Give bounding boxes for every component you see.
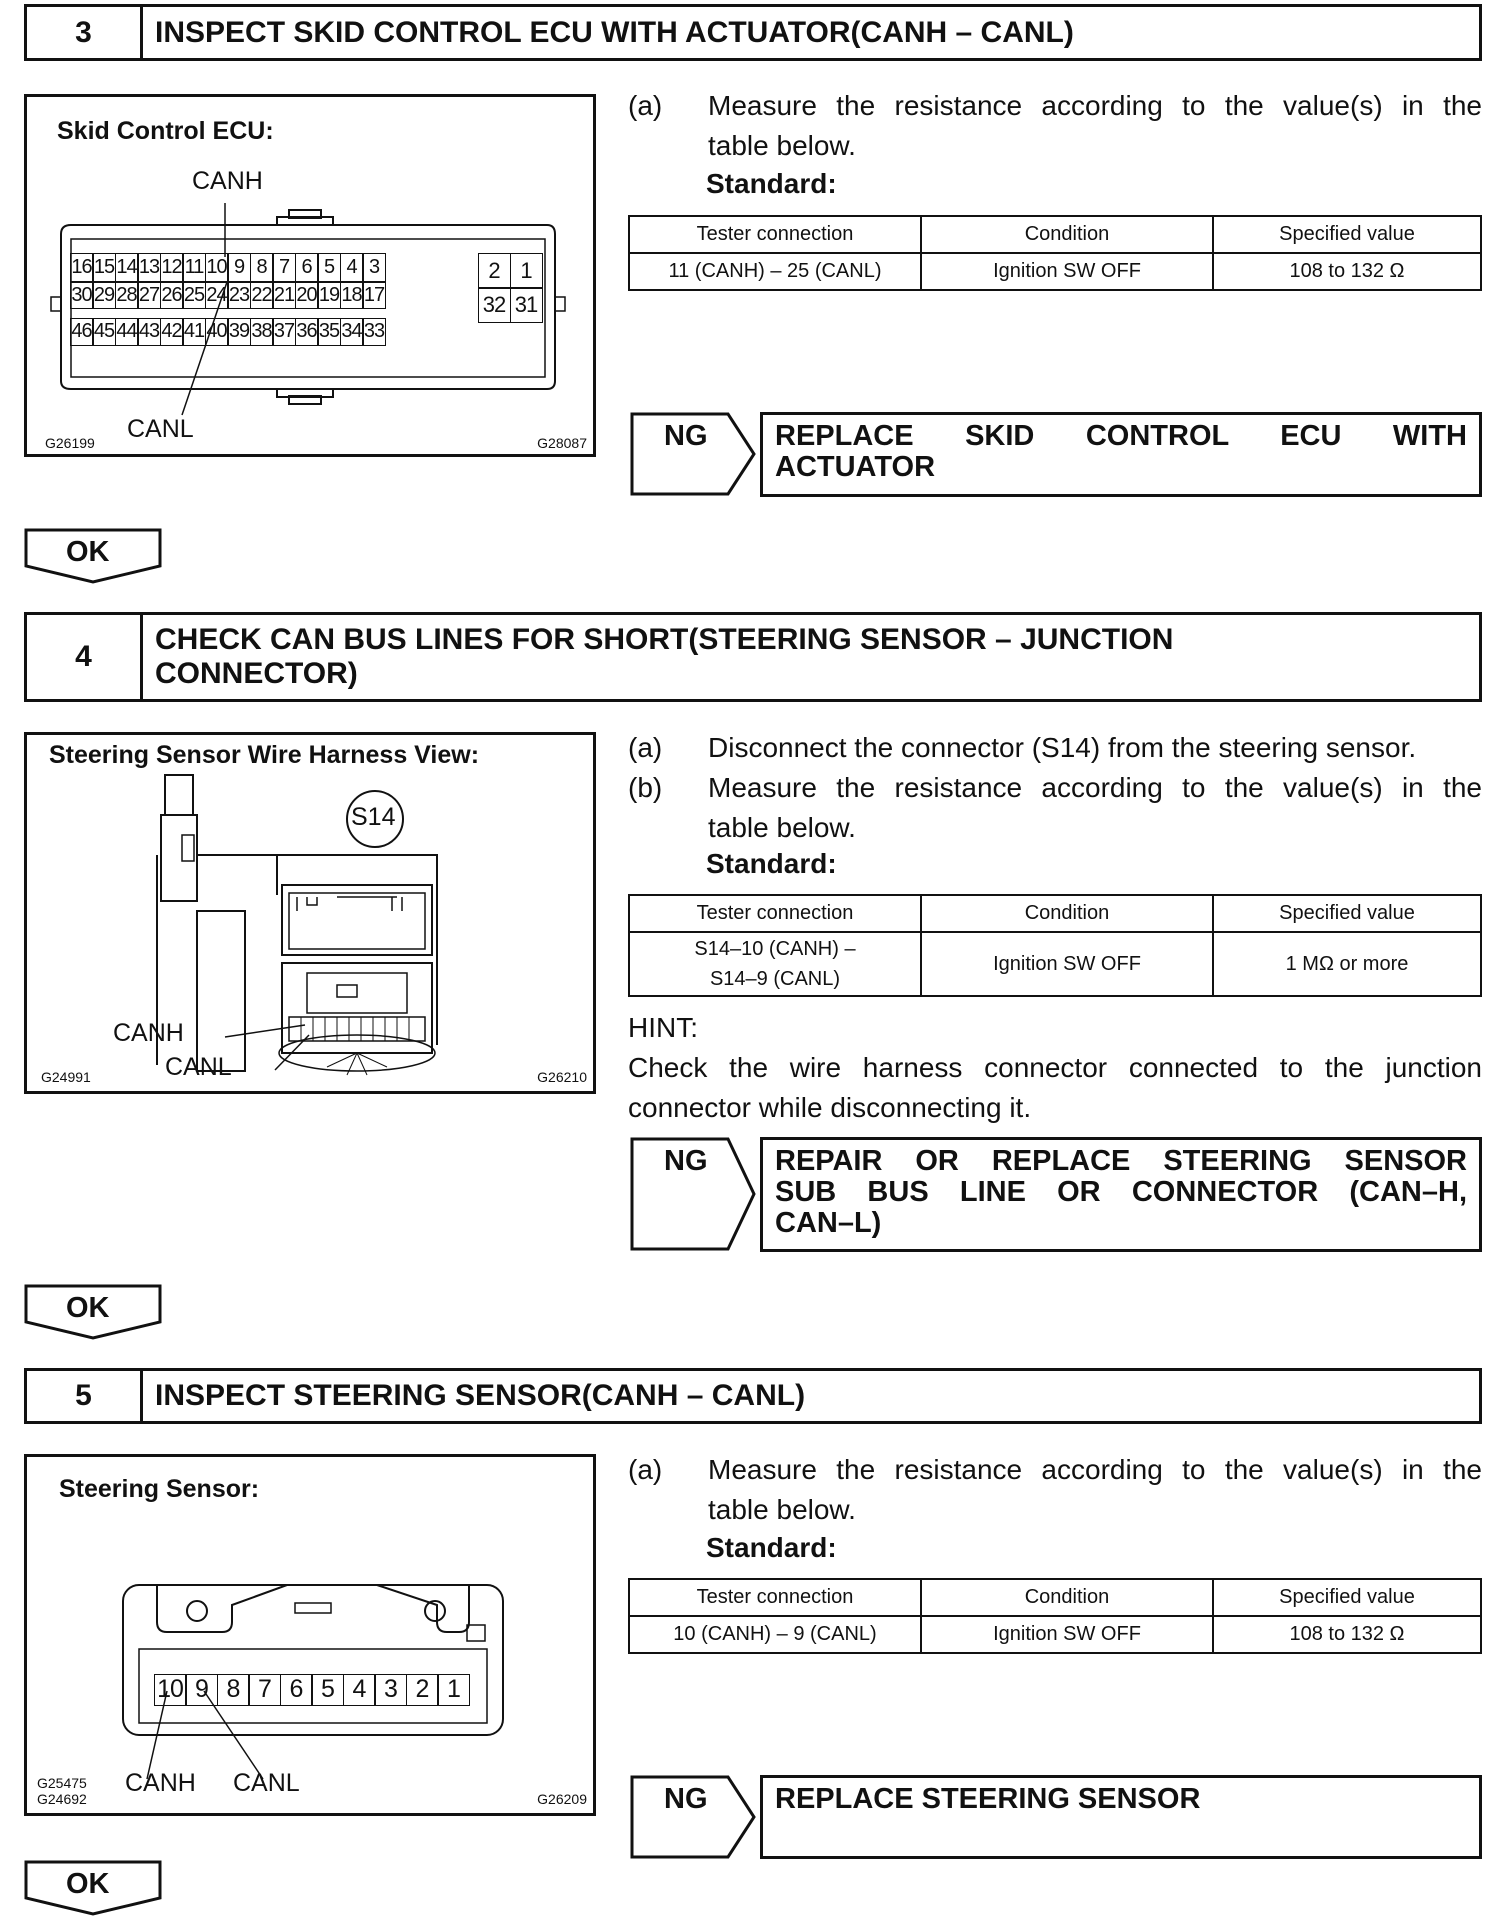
connector-pin: 25 <box>182 281 206 309</box>
step5-instruction-a: (a) Measure the resistance according to the value(s) in the table below. <box>628 1454 1482 1525</box>
step4-header <box>24 612 1482 702</box>
figure-caption: Steering Sensor: <box>59 1475 260 1503</box>
table-cell: 1 MΩ or more <box>1213 932 1481 996</box>
connector-pin: 8 <box>250 253 274 283</box>
canl-label: CANL <box>127 415 194 443</box>
ok-label: OK <box>66 1292 110 1324</box>
ok-label: OK <box>66 536 110 568</box>
step5-number: 5 <box>27 1371 143 1421</box>
canh-label: CANH <box>125 1769 196 1797</box>
step5-header <box>24 1368 1482 1424</box>
connector-pin: 42 <box>160 318 184 346</box>
connector-pin: 19 <box>317 281 341 309</box>
connector-pin: 3 <box>362 253 386 283</box>
connector-pin: 35 <box>317 318 341 346</box>
table-header: Condition <box>921 1579 1213 1616</box>
connector-pin: 32 <box>478 287 511 323</box>
connector-pin: 9 <box>185 1674 218 1706</box>
connector-pin: 15 <box>92 253 116 283</box>
connector-pin: 18 <box>340 281 364 309</box>
hint-line: connector while disconnecting it. <box>628 1092 1032 1123</box>
step5-title: INSPECT STEERING SENSOR(CANH – CANL) <box>155 1379 806 1412</box>
figure-code-right: G28087 <box>537 435 587 451</box>
standard-label: Standard: <box>706 848 837 879</box>
connector-pin: 37 <box>272 318 296 346</box>
connector-pin: 41 <box>182 318 206 346</box>
connector-pin: 4 <box>343 1674 376 1706</box>
step4-title: CHECK CAN BUS LINES FOR SHORT(STEERING SENSOR – JUNCTION CONNECTOR) <box>155 623 1174 690</box>
connector-pin: 31 <box>510 287 543 323</box>
steering-harness-drawing <box>27 735 593 1091</box>
figure-code-right: G26209 <box>537 1791 587 1807</box>
table-header: Specified value <box>1213 1579 1481 1616</box>
table-header: Condition <box>921 216 1213 253</box>
connector-pin: 22 <box>250 281 274 309</box>
connector-pin: 10 <box>205 253 229 283</box>
connector-id-badge: S14 <box>351 803 396 831</box>
connector-pin: 21 <box>272 281 296 309</box>
ng-label: NG <box>664 420 708 452</box>
table-header: Tester connection <box>629 1579 921 1616</box>
figure-code-left: G26199 <box>45 435 95 451</box>
standard-label: Standard: <box>706 1532 837 1563</box>
connector-pin: 5 <box>317 253 341 283</box>
step3-header <box>24 4 1482 61</box>
steering-sensor-drawing <box>27 1457 593 1813</box>
connector-pin: 9 <box>227 253 251 283</box>
connector-pin: 12 <box>160 253 184 283</box>
table-cell: Ignition SW OFF <box>921 253 1213 290</box>
connector-pin: 6 <box>280 1674 313 1706</box>
connector-pin: 14 <box>115 253 139 283</box>
step4-instruction-a: (a) Disconnect the connector (S14) from the steering sensor. <box>628 732 1417 763</box>
step4-figure <box>24 732 596 1094</box>
figure-code-left: G24692 <box>37 1791 87 1807</box>
connector-pin: 6 <box>295 253 319 283</box>
connector-pin: 8 <box>217 1674 250 1706</box>
table-header: Specified value <box>1213 895 1481 932</box>
ng-label: NG <box>664 1783 708 1815</box>
table-header: Condition <box>921 895 1213 932</box>
connector-pin: 28 <box>115 281 139 309</box>
step3-number: 3 <box>27 7 143 58</box>
canh-label: CANH <box>192 167 263 195</box>
hint-label: HINT: <box>628 1012 698 1043</box>
connector-pin: 38 <box>250 318 274 346</box>
connector-pin: 36 <box>295 318 319 346</box>
step3-instruction-a: (a) Measure the resistance according to the value(s) in the table below. <box>628 90 1482 161</box>
step3-title: INSPECT SKID CONTROL ECU WITH ACTUATOR(CANH – CANL) <box>155 15 1074 49</box>
ng-action: REPLACE STEERING SENSOR <box>760 1775 1482 1859</box>
table-header: Specified value <box>1213 216 1481 253</box>
connector-pin: 7 <box>248 1674 281 1706</box>
table-cell: Ignition SW OFF <box>921 932 1213 996</box>
ng-label: NG <box>664 1145 708 1177</box>
connector-pin: 30 <box>70 281 94 309</box>
connector-pin: 13 <box>137 253 161 283</box>
connector-pin: 2 <box>478 253 511 289</box>
figure-caption: Skid Control ECU: <box>57 117 274 145</box>
table-cell: 10 (CANH) – 9 (CANL) <box>629 1616 921 1653</box>
pin-grid-side <box>479 254 543 323</box>
ok-arrow <box>24 1860 162 1916</box>
figure-code-right: G26210 <box>537 1069 587 1085</box>
ng-arrow <box>630 1137 756 1251</box>
ng-arrow <box>630 412 756 496</box>
step4-instruction-b: (b) Measure the resistance according to the value(s) in the table below. <box>628 772 1482 843</box>
step3-figure <box>24 94 596 457</box>
step5-figure <box>24 1454 596 1816</box>
figure-caption: Steering Sensor Wire Harness View: <box>49 741 480 769</box>
ng-arrow <box>630 1775 756 1859</box>
connector-pin: 7 <box>272 253 296 283</box>
connector-pin: 24 <box>205 281 229 309</box>
connector-pin: 27 <box>137 281 161 309</box>
connector-pin: 16 <box>70 253 94 283</box>
connector-pin: 43 <box>137 318 161 346</box>
connector-pin: 1 <box>510 253 543 289</box>
ok-label: OK <box>66 1868 110 1900</box>
connector-pin: 34 <box>340 318 364 346</box>
ok-arrow <box>24 528 162 584</box>
connector-pin: 45 <box>92 318 116 346</box>
connector-pin: 23 <box>227 281 251 309</box>
ng-action: REPLACE SKID CONTROL ECU WITH ACTUATOR <box>760 412 1482 497</box>
table-cell: 108 to 132 Ω <box>1213 253 1481 290</box>
connector-pin: 1 <box>437 1674 470 1706</box>
step4-number: 4 <box>27 615 143 699</box>
table-cell: 11 (CANH) – 25 (CANL) <box>629 253 921 290</box>
table-cell: 108 to 132 Ω <box>1213 1616 1481 1653</box>
figure-code-left: G25475 <box>37 1775 87 1791</box>
canl-label: CANL <box>165 1053 232 1081</box>
connector-pin: 40 <box>205 318 229 346</box>
ng-action: REPAIR OR REPLACE STEERING SENSOR SUB BUS LINE OR CONNECTOR (CAN–H, CAN–L) <box>760 1137 1482 1252</box>
connector-pin: 46 <box>70 318 94 346</box>
pin-grid-main <box>71 254 386 346</box>
connector-pin: 20 <box>295 281 319 309</box>
table-header: Tester connection <box>629 216 921 253</box>
connector-pin: 44 <box>115 318 139 346</box>
pin-row <box>155 1675 470 1706</box>
connector-pin: 3 <box>374 1674 407 1706</box>
connector-pin: 29 <box>92 281 116 309</box>
connector-pin: 5 <box>311 1674 344 1706</box>
canl-label: CANL <box>233 1769 300 1797</box>
connector-pin: 39 <box>227 318 251 346</box>
connector-pin: 11 <box>182 253 206 283</box>
connector-pin: 2 <box>406 1674 439 1706</box>
step3-spec-table <box>628 215 1482 291</box>
table-header: Tester connection <box>629 895 921 932</box>
connector-pin: 10 <box>154 1674 187 1706</box>
connector-pin: 26 <box>160 281 184 309</box>
figure-code-left: G24991 <box>41 1069 91 1085</box>
ok-arrow <box>24 1284 162 1340</box>
table-cell: S14–10 (CANH) – S14–9 (CANL) <box>629 932 921 996</box>
connector-pin: 4 <box>340 253 364 283</box>
table-cell: Ignition SW OFF <box>921 1616 1213 1653</box>
connector-pin: 33 <box>362 318 386 346</box>
standard-label: Standard: <box>706 168 837 199</box>
connector-pin: 17 <box>362 281 386 309</box>
canh-label: CANH <box>113 1019 184 1047</box>
step5-spec-table <box>628 1578 1482 1654</box>
step4-spec-table <box>628 894 1482 997</box>
hint-line: Check the wire harness connector connected to the junction <box>628 1052 1482 1083</box>
